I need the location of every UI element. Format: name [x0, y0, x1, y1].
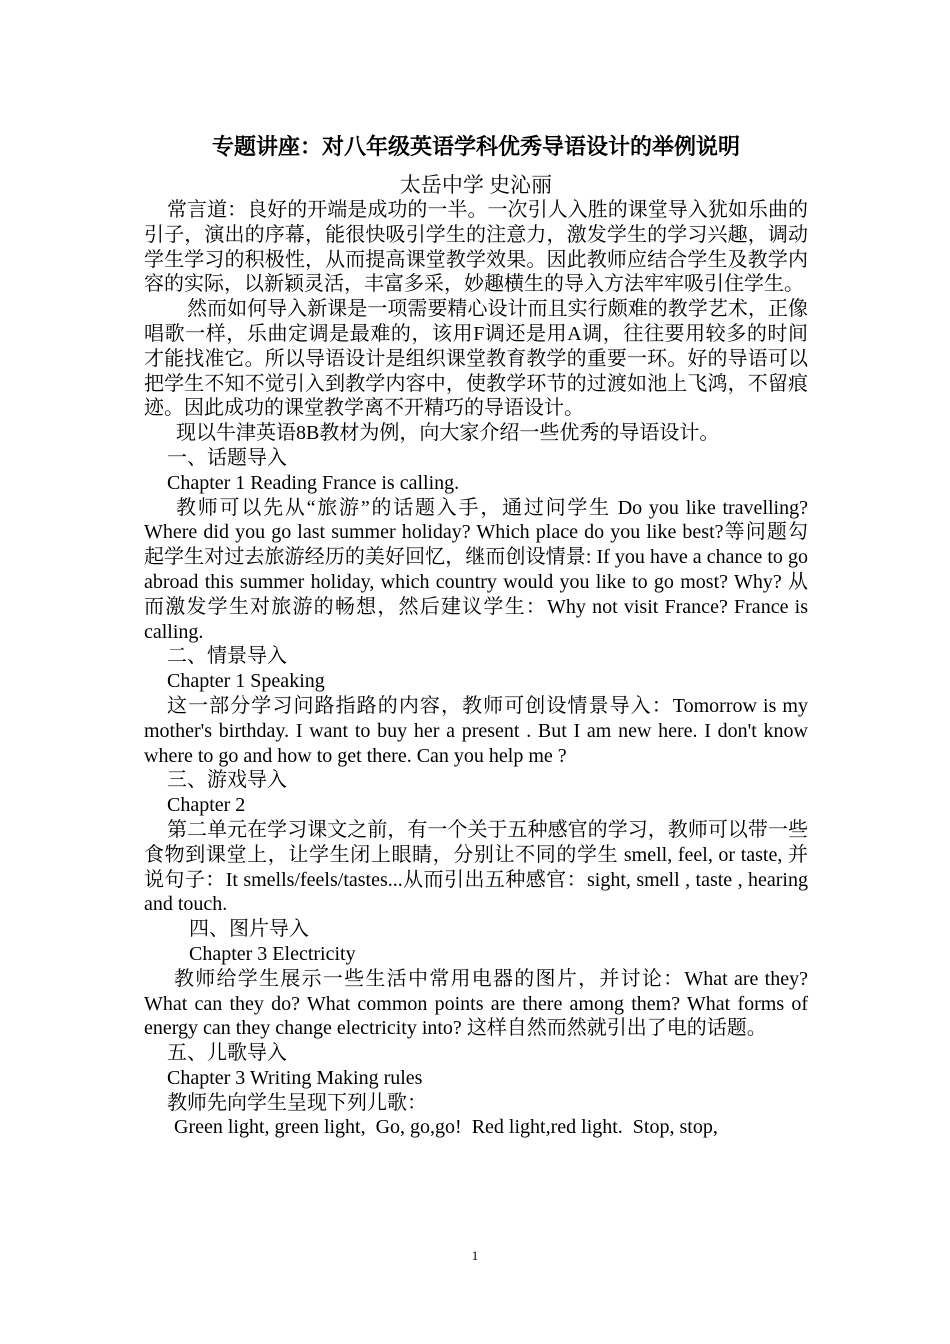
chapter-heading: Chapter 3 Electricity	[189, 942, 356, 965]
paragraph-picture: 教师给学生展示一些生活中常用电器的图片，并讨论：What are they? What can they do? What common points are there among them? What forms of energy can they change electricity into? 这样自然而然就引出了电的话题。	[144, 967, 808, 1040]
chapter-heading: Chapter 2	[167, 794, 246, 817]
document-page	[144, 132, 808, 1140]
section-heading-picture: 四、图片导入	[189, 918, 309, 941]
paragraph-intro: 常言道：良好的开端是成功的一半。一次引人入胜的课堂导入犹如乐曲的引子，演出的序幕，能很快吸引学生的注意力，激发学生的学习兴趣，调动学生学习的积极性，从而提高课堂教学效果。因此教师应结合学生及教学内容的实际，以新颖灵活，丰富多采，妙趣横生的导入方法牢牢吸引住学生。	[144, 199, 808, 296]
chapter-heading: Chapter 1 Speaking	[167, 670, 325, 693]
section-heading-song: 五、儿歌导入	[167, 1042, 287, 1065]
document-title: 专题讲座：对八年级英语学科优秀导语设计的举例说明	[211, 135, 740, 160]
paragraph-situation: 这一部分学习问路指路的内容，教师可创设情景导入：Tomorrow is my mother's birthday. I want to buy her a present . But I am new here. I don't know where to go and how to get there. Can you help me ?	[144, 694, 808, 767]
paragraph-example: 现以牛津英语8B教材为例，向大家介绍一些优秀的导语设计。	[176, 422, 720, 445]
section-heading-topic: 一、话题导入	[167, 446, 287, 469]
chapter-heading: Chapter 1 Reading France is calling.	[167, 471, 460, 494]
page-number: 1	[471, 1248, 479, 1263]
paragraph-song-intro: 教师先向学生呈现下列儿歌：	[167, 1091, 427, 1114]
paragraph-art: 然而如何导入新课是一项需要精心设计而且实行颇难的教学艺术，正像唱歌一样，乐曲定调是最难的，该用F调还是用A调，往往要用较多的时间才能找准它。所以导语设计是组织课堂教育教学的重要一环。好的导语可以把学生不知不觉引入到教学内容中，使教学环节的过渡如池上飞鸿，不留痕迹。因此成功的课堂教学离不开精巧的导语设计。	[144, 298, 808, 420]
section-heading-game: 三、游戏导入	[167, 769, 287, 792]
paragraph-game: 第二单元在学习课文之前，有一个关于五种感官的学习，教师可以带一些食物到课堂上，让学生闭上眼睛，分别让不同的学生 smell, feel, or taste, 并说句子：It smells/feels/tastes...从而引出五种感官：sight, smell , taste , hearing and touch.	[144, 818, 808, 916]
paragraph-song-lyrics: Green light, green light, Go, go,go! Red light,red light. Stop, stop,	[174, 1116, 718, 1139]
author-line: 太岳中学 史沁丽	[399, 173, 553, 197]
chapter-heading: Chapter 3 Writing Making rules	[167, 1066, 423, 1089]
paragraph-topic: 教师可以先从“旅游”的话题入手，通过问学生 Do you like travelling? Where did you go last summer holiday? Which place do you like best?等问题勾起学生对过去旅游经历的美好回忆，继而创设情景: If you have a chance to go abroad this summer holiday, which country would you like to go most? Why? 从而激发学生对旅游的畅想，然后建议学生：Why not visit France? France is calling.	[144, 496, 808, 643]
section-heading-situation: 二、情景导入	[167, 645, 287, 668]
